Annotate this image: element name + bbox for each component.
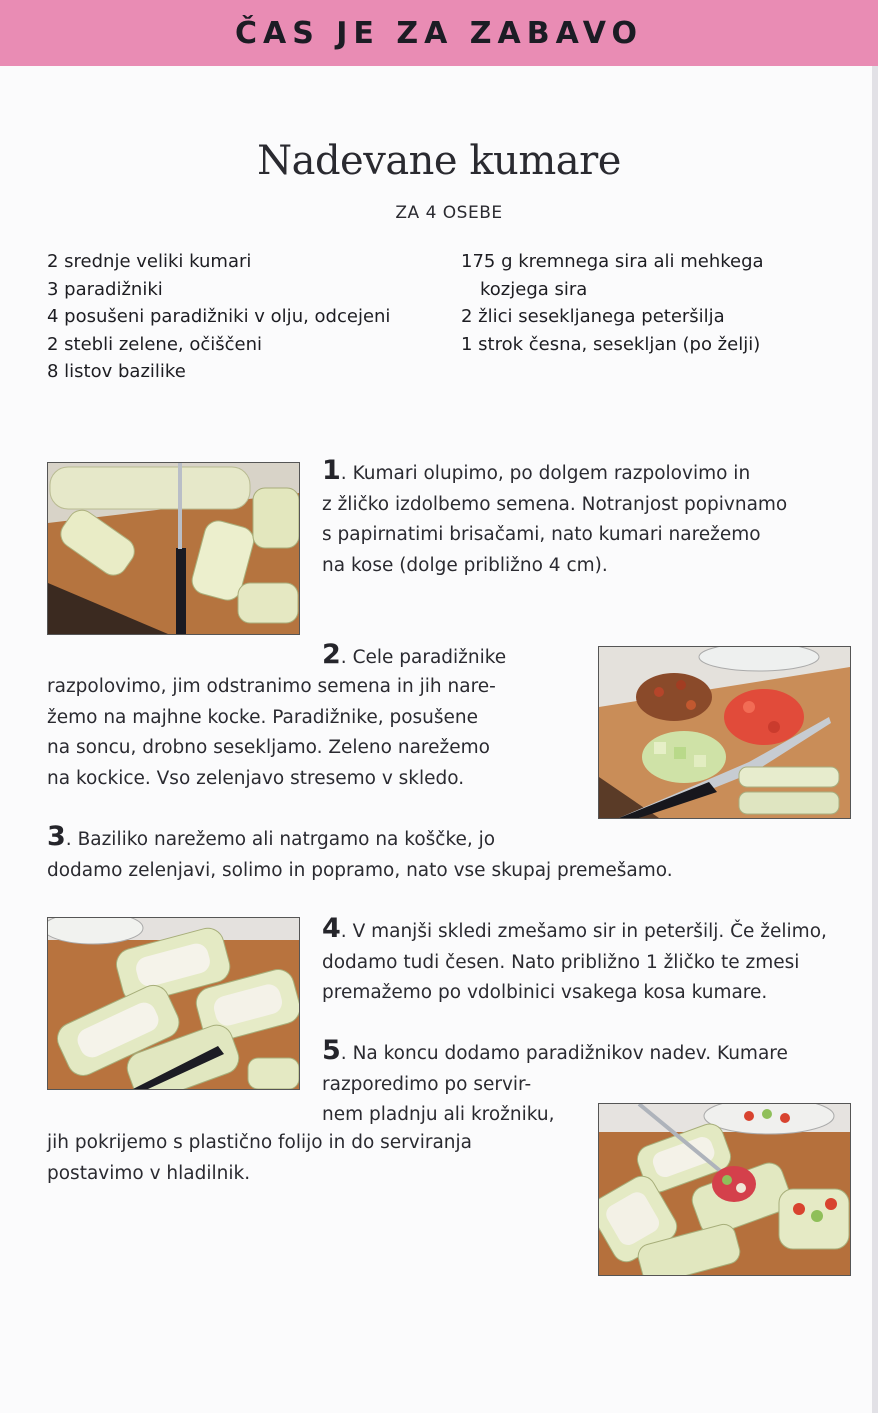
step-text: postavimo v hladilnik. (47, 1162, 251, 1184)
step-number: 5 (322, 1035, 341, 1066)
step-text: na soncu, drobno sesekljamo. Zeleno narežemo (47, 737, 490, 758)
step2-photo (598, 646, 851, 819)
step-text: premažemo po vdolbinici vsakega kosa kumare. (322, 982, 768, 1003)
ingredient-item: 175 g kremnega sira ali mehkega (461, 251, 764, 272)
step-text: razporedimo po servir- (322, 1073, 532, 1095)
step-text: Kumari olupimo, po dolgem razpolovimo in (352, 463, 751, 484)
ingredient-item: 2 srednje veliki kumari (47, 251, 252, 272)
step-number: 4 (322, 913, 341, 944)
step1-photo (47, 462, 300, 635)
step-text: jih pokrijemo s plastično folijo in do serviranja (47, 1132, 473, 1153)
step-text: dodamo zelenjavi, solimo in popramo, nato vse skupaj premešamo. (47, 859, 673, 881)
ingredients-right (461, 248, 764, 358)
ingredient-item: 2 stebli zelene, očiščeni (47, 333, 263, 355)
header-title: ČAS JE ZA ZABAVO (234, 15, 643, 51)
step-text: žemo na majhne kocke. Paradižnike, posušene (47, 706, 479, 728)
step5-photo (598, 1103, 851, 1276)
step-text: z žličko izdolbemo semena. Notranjost popivnamo (322, 493, 788, 515)
step-2 (47, 672, 496, 794)
servings-label: ZA 4 OSEBE (395, 203, 503, 223)
step-text: s papirnatimi brisačami, nato kumari narežemo (322, 524, 761, 545)
ingredient-item: 1 strok česna, sesekljan (po želji) (461, 333, 761, 355)
step-5-heading: 5. Na koncu dodamo paradižnikov nadev. Kumare razporedimo po servir- nem pladnju ali krožniku, (322, 1036, 788, 1131)
ingredients-left (47, 248, 390, 386)
step-2-heading: 2. Cele paradižnike (322, 639, 507, 670)
ingredient-item: 4 posušeni paradižniki v olju, odcejeni (47, 306, 391, 327)
step-number: 2 (322, 639, 341, 670)
step-text: dodamo tudi česen. Nato približno 1 žličko te zmesi (322, 951, 800, 973)
ingredient-item: kozjega sira (480, 278, 588, 300)
header-banner (0, 0, 878, 66)
recipe-title: Nadevane kumare (257, 138, 621, 184)
step-number: 3 (47, 821, 66, 852)
step-number: 1 (322, 455, 341, 486)
step-text: Cele paradižnike (352, 647, 507, 668)
card-edge (872, 66, 878, 1413)
step-3: 3. Baziliko narežemo ali natrgamo na koščke, jo dodamo zelenjavi, solimo in popramo, nato vse skupaj premešamo. (47, 822, 673, 886)
ingredient-item: 2 žlici sesekljanega peteršilja (461, 306, 725, 327)
step-text: Na koncu dodamo paradižnikov nadev. Kumare (352, 1043, 788, 1064)
step-text: razpolovimo, jim odstranimo semena in jih nare- (47, 676, 496, 697)
step-text: V manjši skledi zmešamo sir in peteršilj. Če želimo, (352, 921, 827, 942)
step-text: na kockice. Vso zelenjavo stresemo v skledo. (47, 767, 465, 789)
step3-photo (47, 917, 300, 1090)
step-text: na kose (dolge približno 4 cm). (322, 554, 608, 576)
step-4: 4. V manjši skledi zmešamo sir in peteršilj. Če želimo, dodamo tudi česen. Nato približno 1 žličko te zmesi premažemo po vdolbinici vsakega kosa kumare. (322, 914, 827, 1009)
step-text: nem pladnju ali krožniku, (322, 1104, 555, 1125)
step-text: Baziliko narežemo ali natrgamo na koščke, jo (77, 829, 496, 850)
ingredient-item: 3 paradižniki (47, 278, 163, 300)
step-1: 1. Kumari olupimo, po dolgem razpolovimo in z žličko izdolbemo semena. Notranjost popivnamo s papirnatimi brisačami, nato kumari narežemo na kose (dolge približno 4 cm). (322, 456, 787, 581)
ingredient-item: 8 listov bazilike (47, 361, 186, 382)
step-5 (47, 1128, 472, 1189)
